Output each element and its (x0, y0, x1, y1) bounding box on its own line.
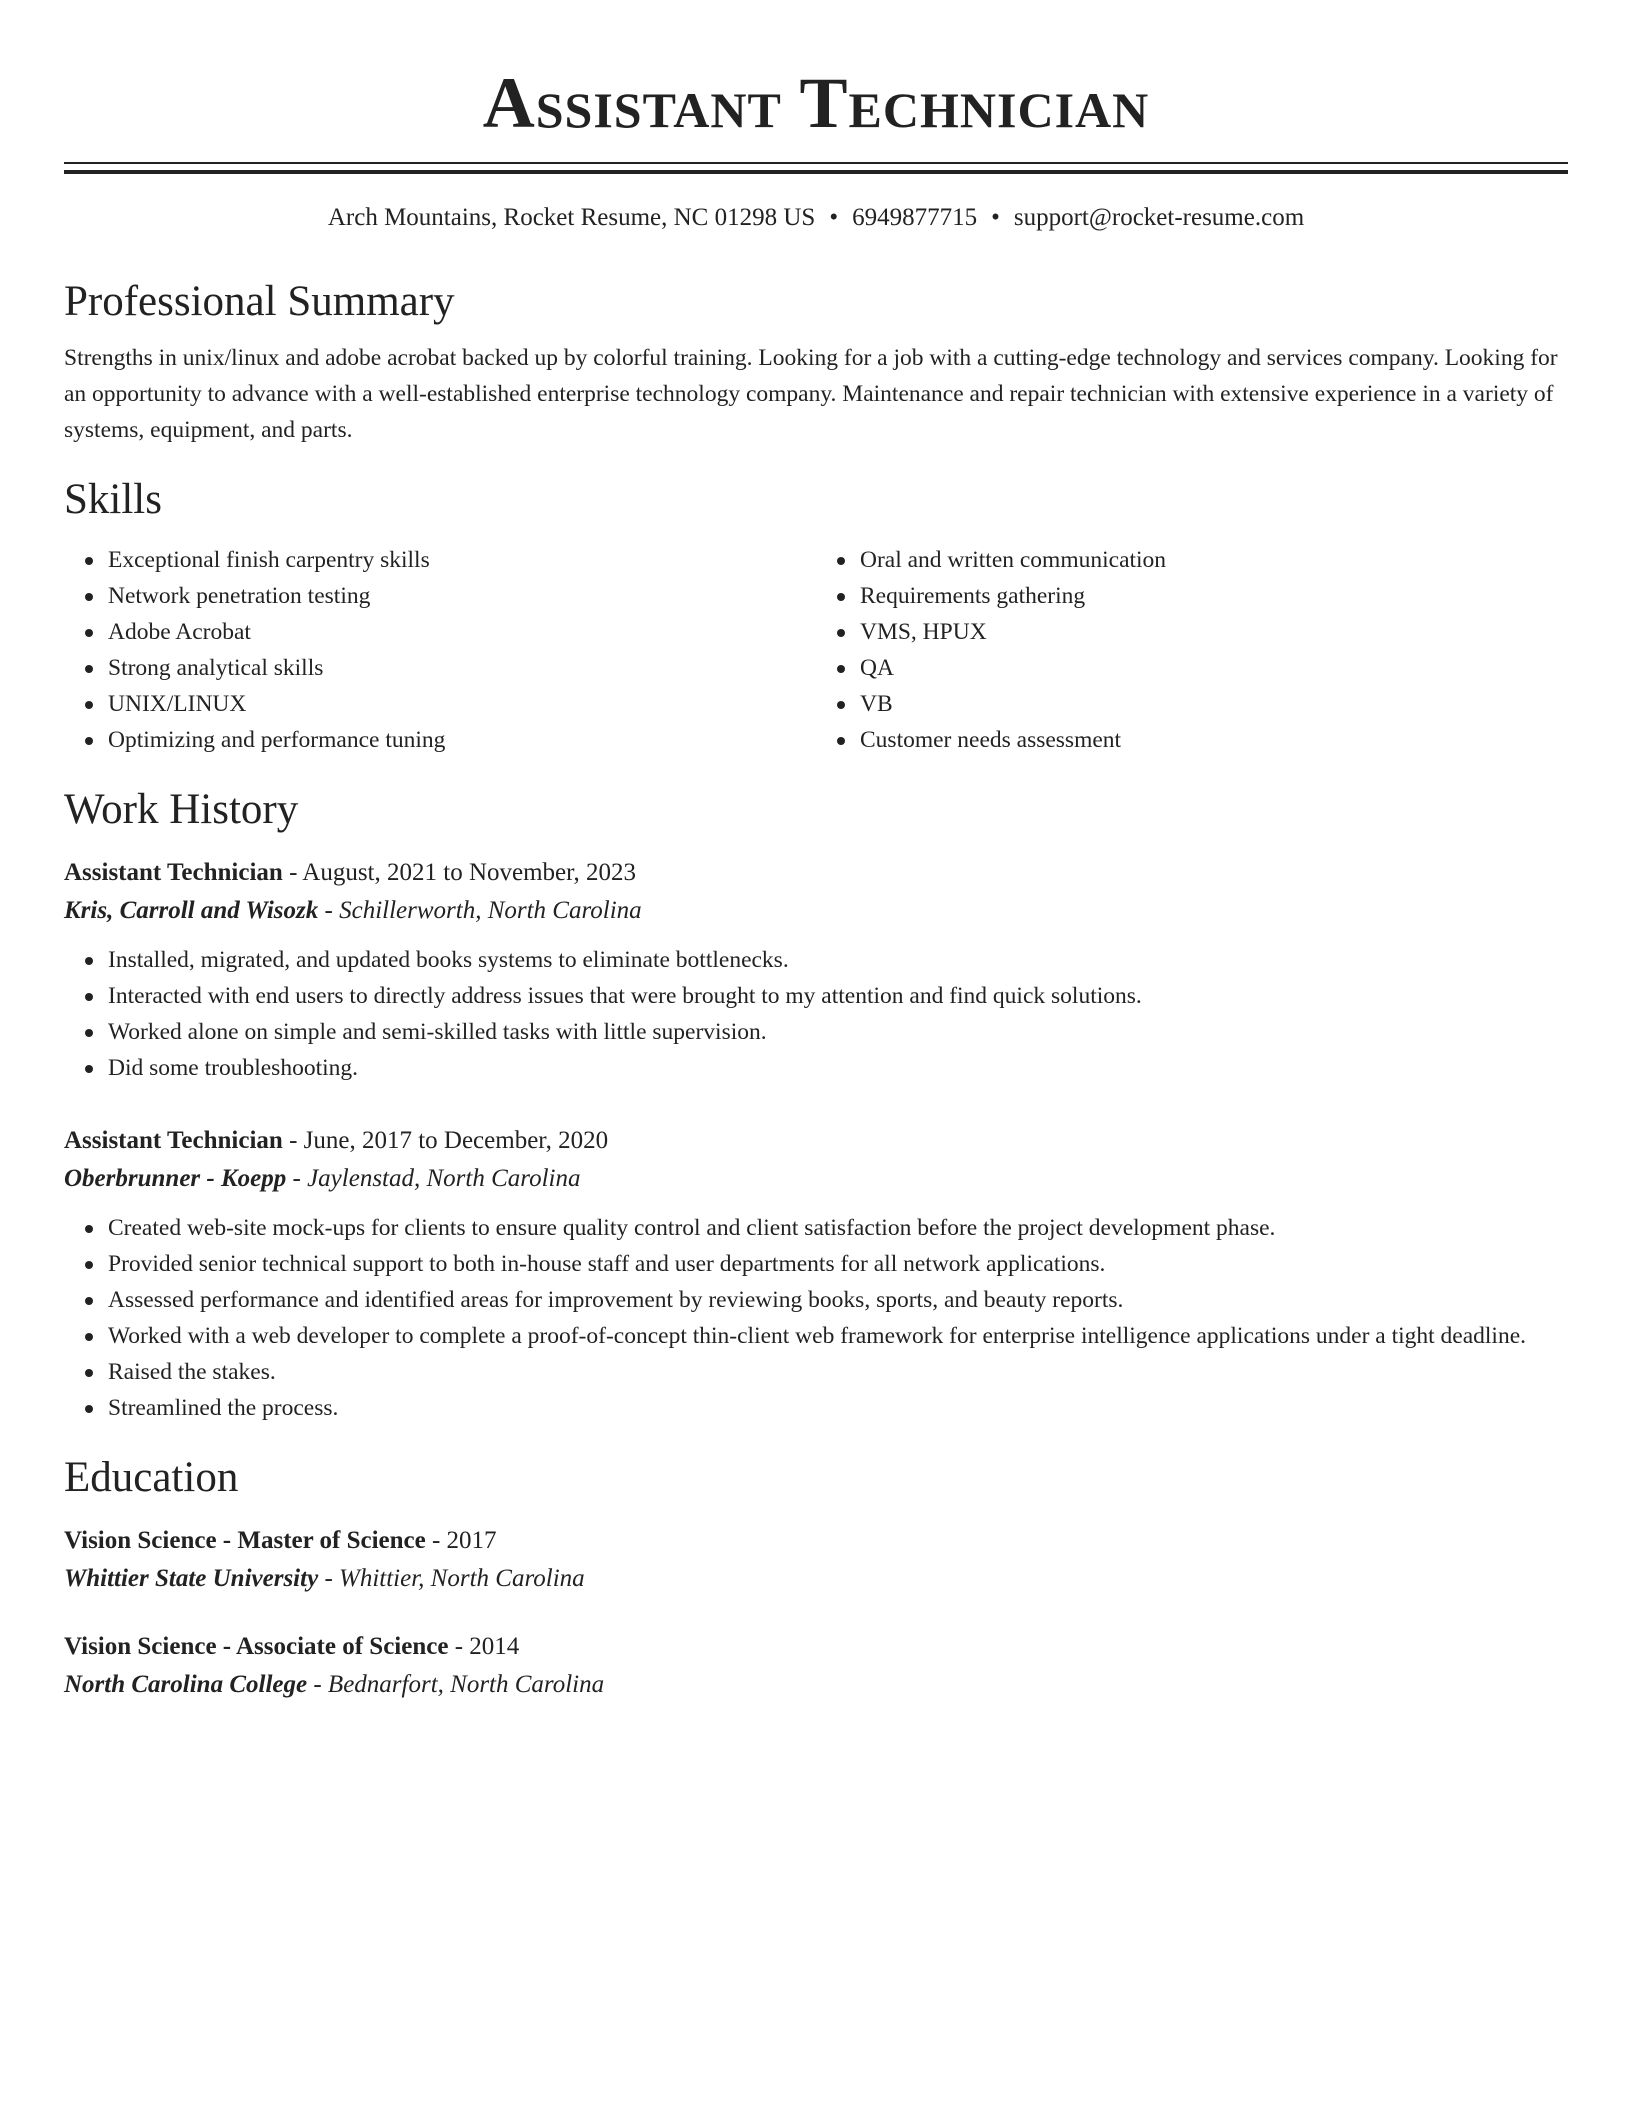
education-entry (64, 1522, 1568, 1598)
job-bullet: Raised the stakes. (108, 1354, 1568, 1390)
education-degree: Vision Science - Associate of Science (64, 1633, 449, 1660)
education-header: Vision Science - Associate of Science - 2014 (64, 1633, 520, 1660)
skill-item: UNIX/LINUX (108, 686, 816, 722)
skills-heading: Skills (64, 476, 162, 523)
contact-phone: 6949877715 (852, 204, 978, 231)
skill-item: Customer needs assessment (860, 722, 1568, 758)
job-header: Assistant Technician - June, 2017 to December, 2020 (64, 1127, 609, 1154)
education-heading: Education (64, 1454, 239, 1501)
contact-line (64, 200, 1568, 236)
skills-column-left (64, 542, 816, 758)
summary-text: Strengths in unix/linux and adobe acrobat backed up by colorful training. Looking for a job with a cutting-edge technology and services company. Looking for an opportunity to advance with a well-established enterprise technology company. Maintenance and repair technician with extensive experience in a variety of systems, equipment, and parts. (64, 345, 1558, 443)
contact-separator: • (829, 204, 839, 231)
skill-item: VB (860, 686, 1568, 722)
skill-item: Adobe Acrobat (108, 614, 816, 650)
job-dates: June, 2017 to December, 2020 (303, 1127, 609, 1154)
skill-item: Optimizing and performance tuning (108, 722, 816, 758)
job-bullets (64, 1210, 1568, 1426)
job-bullet: Did some troubleshooting. (108, 1050, 1568, 1086)
job-bullet: Assessed performance and identified areas for improvement by reviewing books, sports, and beauty reports. (108, 1282, 1568, 1318)
job-bullet: Worked alone on simple and semi-skilled tasks with little supervision. (108, 1014, 1568, 1050)
header-divider (64, 162, 1568, 174)
job-dates: August, 2021 to November, 2023 (302, 859, 636, 886)
job-bullet: Installed, migrated, and updated books systems to eliminate bottlenecks. (108, 942, 1568, 978)
skill-item: Network penetration testing (108, 578, 816, 614)
education-school-line: North Carolina College - Bednarfort, North Carolina (64, 1671, 605, 1698)
contact-address: Arch Mountains, Rocket Resume, NC 01298 US (327, 204, 816, 231)
work-history-heading: Work History (64, 786, 299, 833)
skill-item: VMS, HPUX (860, 614, 1568, 650)
resume-page (64, 0, 1568, 1704)
education-degree: Vision Science - Master of Science (64, 1527, 426, 1554)
skill-item: Oral and written communication (860, 542, 1568, 578)
job-bullet: Created web-site mock-ups for clients to ensure quality control and client satisfaction before the project development phase. (108, 1210, 1568, 1246)
job-bullet: Streamlined the process. (108, 1390, 1568, 1426)
job-employer: Kris, Carroll and Wisozk - Schillerworth, North Carolina (64, 897, 642, 924)
education-header: Vision Science - Master of Science - 2017 (64, 1527, 497, 1554)
job-location: Jaylenstad, North Carolina (307, 1165, 581, 1192)
job-bullet: Provided senior technical support to both in-house staff and user departments for all network applications. (108, 1246, 1568, 1282)
education-school: Whittier State University (64, 1565, 319, 1592)
education-school: North Carolina College (64, 1671, 308, 1698)
job-title: Assistant Technician (64, 1127, 283, 1154)
job-bullet: Interacted with end users to directly address issues that were brought to my attention and find quick solutions. (108, 978, 1568, 1014)
job-company: Oberbrunner - Koepp (64, 1165, 287, 1192)
skill-item: Strong analytical skills (108, 650, 816, 686)
skills-column-right (816, 542, 1568, 758)
candidate-name: Assistant Technician (482, 63, 1150, 143)
skill-item: Requirements gathering (860, 578, 1568, 614)
job-entry (64, 1122, 1568, 1426)
job-header: Assistant Technician - August, 2021 to November, 2023 (64, 859, 636, 886)
contact-separator: • (991, 204, 1000, 231)
summary-heading: Professional Summary (64, 278, 455, 325)
job-location: Schillerworth, North Carolina (339, 897, 642, 924)
job-bullet: Worked with a web developer to complete a proof-of-concept thin-client web framework for enterprise intelligence applications under a tight deadline. (108, 1318, 1568, 1354)
education-year: 2017 (446, 1527, 497, 1554)
skill-item: QA (860, 650, 1568, 686)
skills-list (64, 542, 1568, 758)
education-location: Bednarfort, North Carolina (327, 1671, 605, 1698)
education-entry (64, 1628, 1568, 1704)
contact-email: support@rocket-resume.com (1013, 204, 1305, 231)
job-title: Assistant Technician (64, 859, 283, 886)
education-location: Whittier, North Carolina (339, 1565, 585, 1592)
job-entry (64, 854, 1568, 1086)
education-year: 2014 (469, 1633, 520, 1660)
education-school-line: Whittier State University - Whittier, North Carolina (64, 1565, 585, 1592)
skill-item: Exceptional finish carpentry skills (108, 542, 816, 578)
job-bullets (64, 942, 1568, 1086)
job-company: Kris, Carroll and Wisozk (64, 897, 319, 924)
job-employer: Oberbrunner - Koepp - Jaylenstad, North Carolina (64, 1165, 581, 1192)
